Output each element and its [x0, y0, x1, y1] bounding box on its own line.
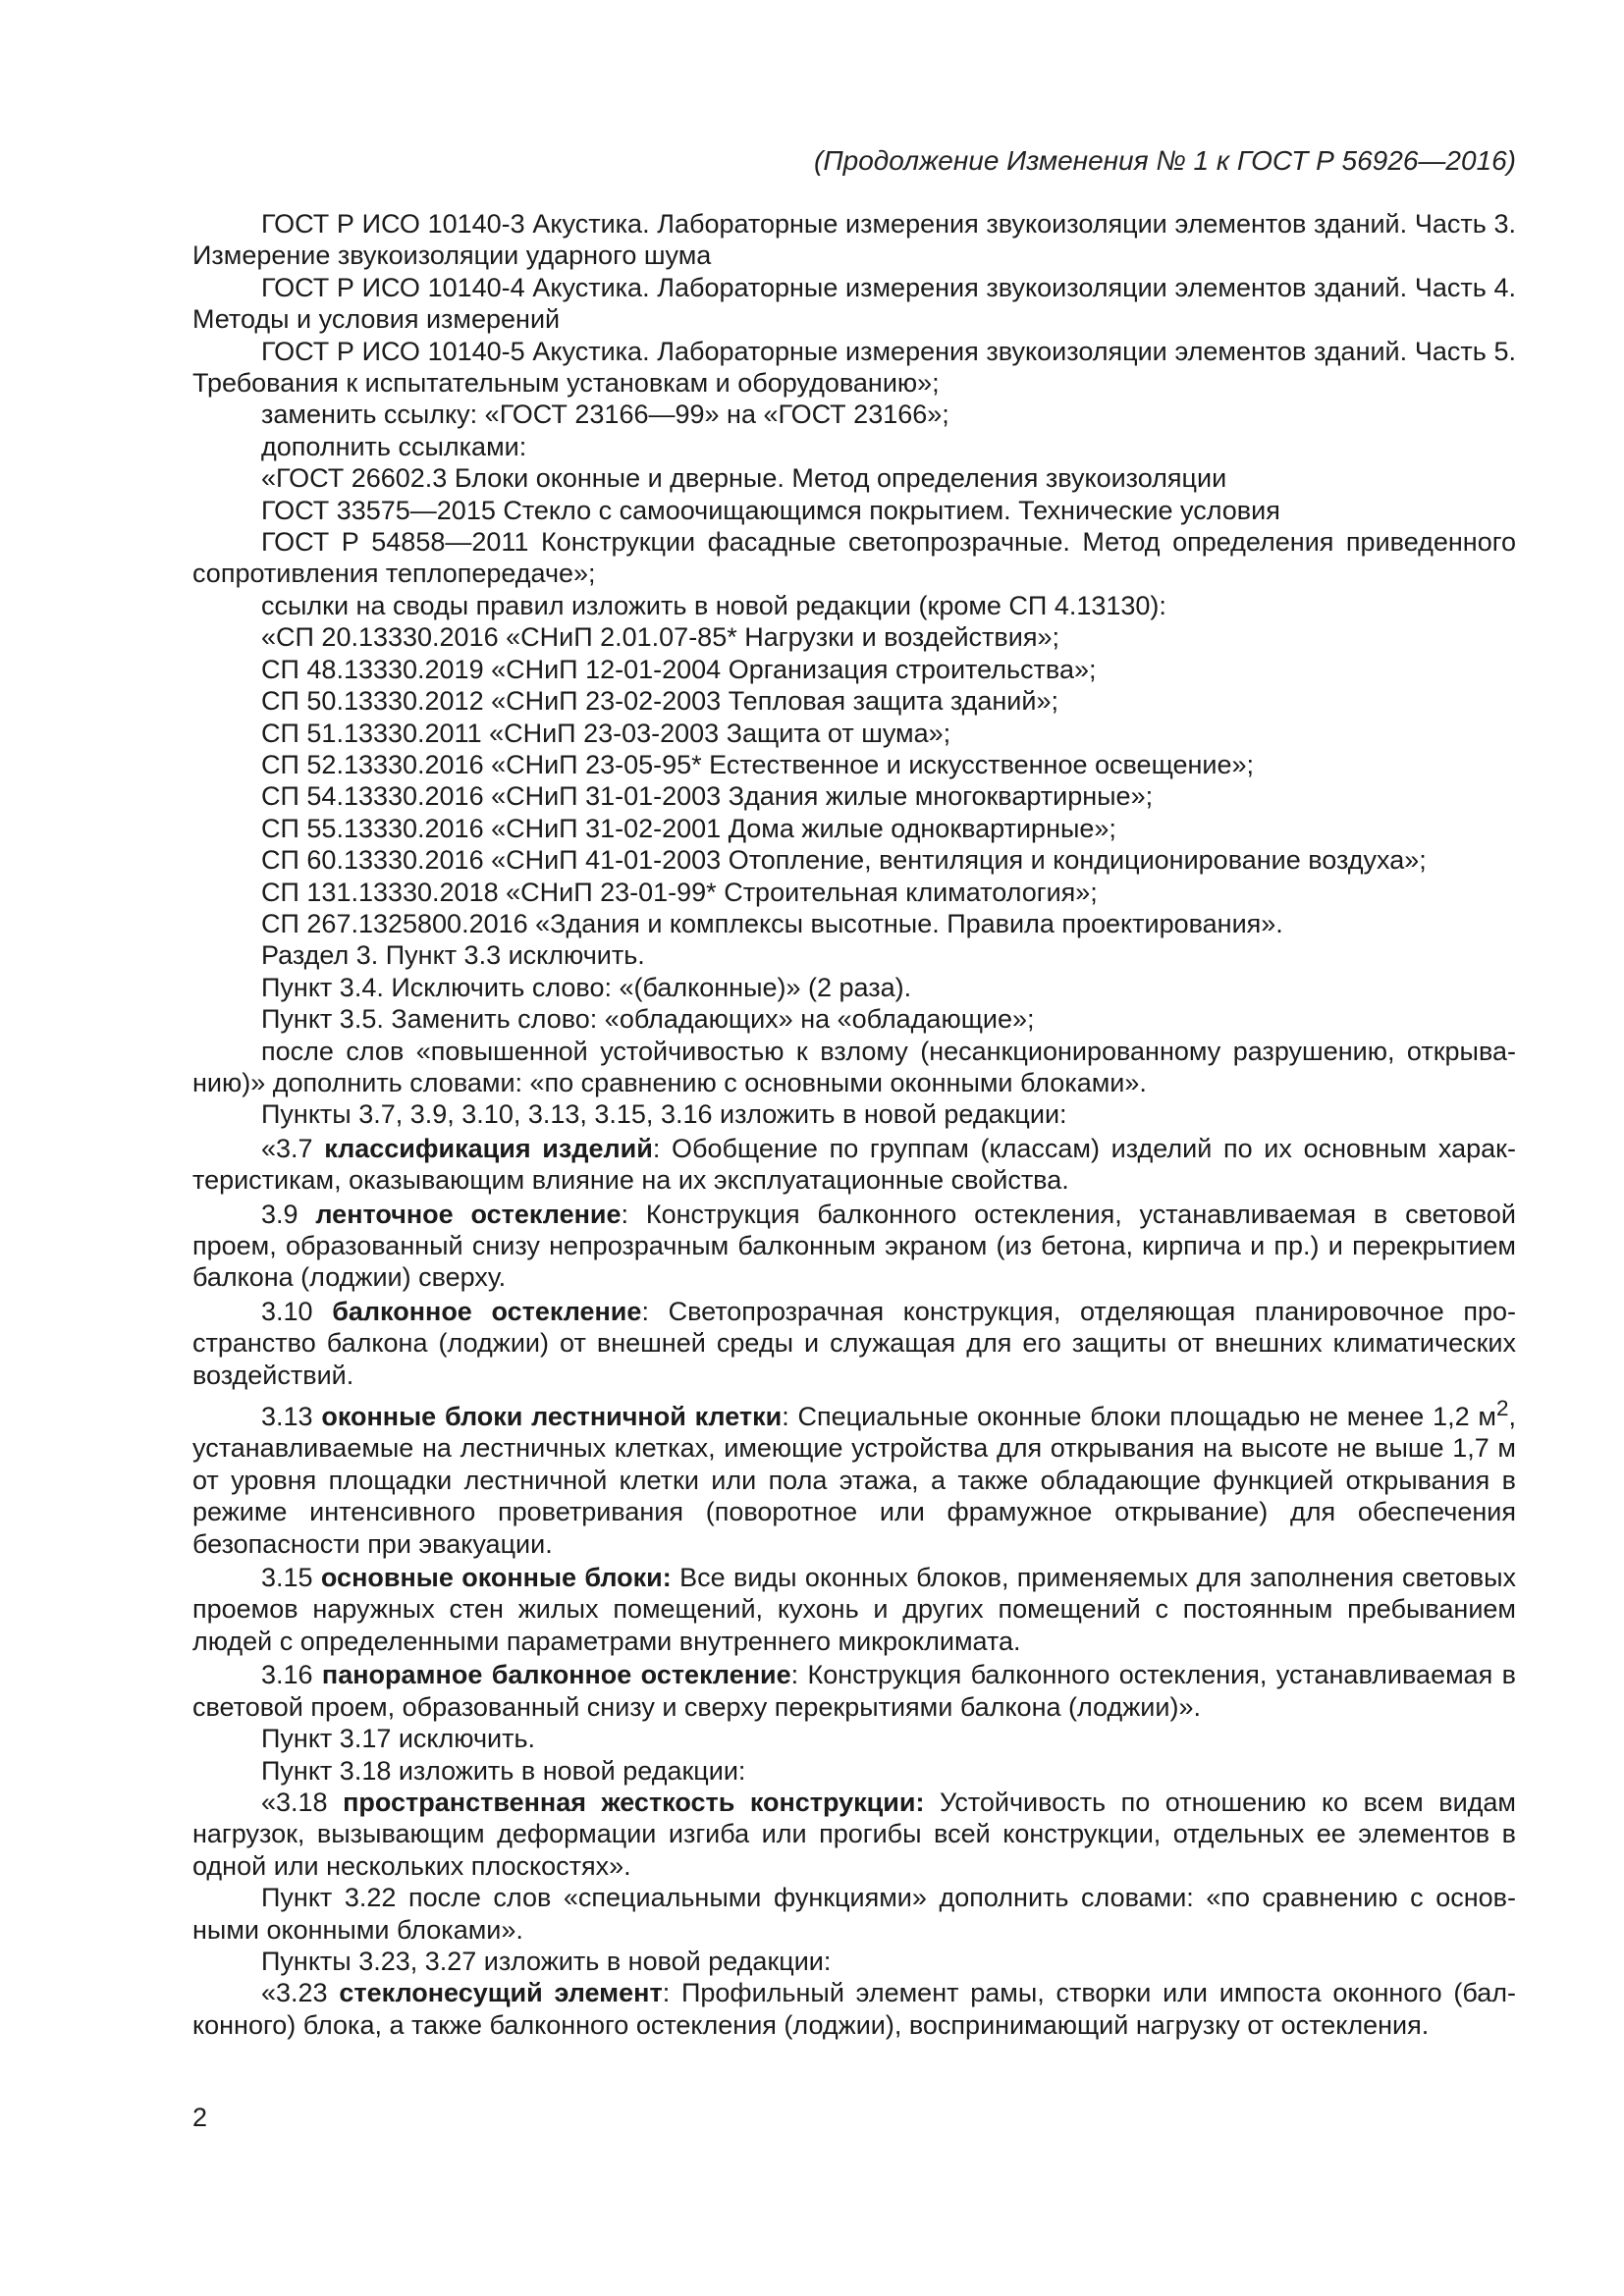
definition-text: Все виды оконных блоков, применяемых для заполнения световых проемов наружных стен жилых помещений, кухонь и других помещений с постоянным пребыванием людей с определенными параметрами внутреннего микроклимата. [192, 1563, 1516, 1656]
definition-number: «3.18 [261, 1787, 328, 1817]
definition-text: : Обобщение по группам (классам) изделий по их основным характеристикам, оказывающим влияние на их эксплуатационные свойства. [192, 1133, 1516, 1196]
definition-number: 3.9 [261, 1199, 298, 1229]
definition-text: : Конструкция балконного остекления, устанавливаемая в световой проем, образованный снизу и сверху перекрытиями балкона (лоджии)». [192, 1660, 1516, 1722]
definition-text: , устанавливаемые на лестничных клетках, имеющие устройства для открывания на высоте не выше 1,7 м от уровня площадки лестничной клетки или пола этажа, а также обладающие функцией открывания в режиме интенсивного проветривания (поворотное или фрамужное открывание) для обеспечения безопасности при эвакуации. [192, 1402, 1516, 1559]
paragraph: Пункт 3.18 изложить в новой редакции: [261, 1755, 746, 1786]
definition-text: : Светопрозрачная конструкция, отделяющая планировочное пространство балкона (лоджии) от внешней среды и служащая для его защиты от внешних климатических воздействий. [192, 1296, 1517, 1390]
defined-term: классификация изделий [324, 1133, 653, 1163]
definition-number: «3.23 [261, 1978, 328, 2008]
paragraph: Пункты 3.7, 3.9, 3.10, 3.13, 3.15, 3.16 изложить в новой редакции: [261, 1099, 1067, 1130]
definition-text: Устойчивость по отношению ко всем видам нагрузок, вызывающим деформации изгиба или прогибы всей конструкции, отдельных ее элементов в одной или нескольких плоскостях». [192, 1787, 1516, 1881]
reference-item: СП 52.13330.2016 «СНиП 23-05-95* Естественное и искусственное освещение»; [261, 749, 1255, 779]
paragraph: ГОСТ 33575—2015 Стекло с самоочищающимся покрытием. Технические условия [261, 495, 1280, 525]
page-number: 2 [192, 2103, 208, 2132]
defined-term: основные оконные блоки: [320, 1563, 672, 1593]
definition-number: 3.13 [261, 1402, 313, 1432]
body-text [192, 208, 1516, 2041]
reference-item: СП 131.13330.2018 «СНиП 23-01-99* Строительная климатология»; [261, 877, 1098, 907]
definition-3-7 [192, 1133, 1516, 1197]
paragraph: Пункт 3.22 после слов «специальными функциями» дополнить словами: «по сравнению с основными оконными блоками». [192, 1883, 1516, 1945]
definition-number: «3.7 [261, 1133, 313, 1163]
reference-item: СП 55.13330.2016 «СНиП 31-02-2001 Дома жилые одноквартирные»; [261, 813, 1116, 843]
paragraph: ГОСТ Р ИСО 10140-4 Акустика. Лабораторные измерения звукоизоляции элементов зданий. Часть 4. Методы и условия измерений [192, 272, 1516, 335]
paragraph: «ГОСТ 26602.3 Блоки оконные и дверные. Метод определения звукоизоляции [261, 463, 1227, 494]
defined-term: оконные блоки лестничной клетки [321, 1402, 783, 1432]
definition-text: : Специальные оконные блоки площадью не менее 1,2 м [782, 1402, 1496, 1432]
reference-item: СП 48.13330.2019 «СНиП 12-01-2004 Организация строительства»; [261, 654, 1097, 684]
definition-text: : Конструкция балконного остекления, устанавливаемая в световой проем, образованный снизу непрозрачным балконным экраном (из бетона, кирпича и пр.) и перекрытием балкона (лоджии) сверху. [192, 1199, 1516, 1293]
paragraph: Раздел 3. Пункт 3.3 исключить. [261, 940, 645, 971]
defined-term: пространственная жесткость конструкции: [343, 1787, 925, 1817]
paragraph: заменить ссылку: «ГОСТ 23166—99» на «ГОСТ 23166»; [261, 400, 949, 430]
paragraph: ссылки на своды правил изложить в новой редакции (кроме СП 4.13130): [261, 590, 1166, 620]
paragraph: Пункт 3.17 исключить. [261, 1724, 536, 1754]
paragraph: ГОСТ Р ИСО 10140-5 Акустика. Лабораторные измерения звукоизоляции элементов зданий. Часть 5. Требования к испытательным установкам и оборудованию»; [192, 336, 1516, 399]
defined-term: панорамное балконное остекление [321, 1660, 791, 1690]
reference-item: СП 51.13330.2011 «СНиП 23-03-2003 Защита от шума»; [261, 718, 951, 748]
running-header: (Продолжение Изменения № 1 к ГОСТ Р 56926—2016) [814, 145, 1516, 176]
reference-item: «СП 20.13330.2016 «СНиП 2.01.07-85* Нагрузки и воздействия»; [261, 622, 1059, 653]
defined-term: стеклонесущий элемент [339, 1978, 663, 2008]
definition-3-23 [192, 1977, 1516, 2041]
paragraph: дополнить ссылками: [261, 431, 527, 461]
definition-number: 3.10 [261, 1296, 313, 1326]
definition-text: : Профильный элемент рамы, створки или импоста оконного (балконного) блока, а также балконного остекления (лоджии), воспринимающий нагрузку от остекления. [192, 1978, 1516, 2040]
paragraph: ГОСТ Р 54858—2011 Конструкции фасадные светопрозрачные. Метод определения приведенного сопротивления теплопередаче»; [192, 527, 1516, 589]
definition-3-18 [192, 1787, 1516, 1882]
reference-item: СП 60.13330.2016 «СНиП 41-01-2003 Отопление, вентиляция и кондиционирование воздуха»; [261, 845, 1427, 876]
definition-3-10 [192, 1296, 1516, 1391]
paragraph: Пункты 3.23, 3.27 изложить в новой редакции: [261, 1946, 832, 1976]
reference-item: СП 50.13330.2012 «СНиП 23-02-2003 Тепловая защита зданий»; [261, 686, 1058, 717]
paragraph: Пункт 3.4. Исключить слово: «(балконные)» (2 раза). [261, 972, 912, 1002]
defined-term: ленточное остекление [315, 1199, 622, 1229]
reference-item: СП 267.1325800.2016 «Здания и комплексы высотные. Правила проектирования». [261, 908, 1283, 938]
definition-3-16 [192, 1659, 1516, 1723]
reference-item: СП 54.13330.2016 «СНиП 31-01-2003 Здания жилые многоквартирные»; [261, 781, 1154, 812]
paragraph: Пункт 3.5. Заменить слово: «обладающих» на «обладающие»; [261, 1004, 1035, 1035]
definition-3-13 [192, 1393, 1516, 1560]
paragraph: ГОСТ Р ИСО 10140-3 Акустика. Лабораторные измерения звукоизоляции элементов зданий. Часть 3. Измерение звукоизоляции ударного шума [192, 209, 1516, 271]
definition-number: 3.16 [261, 1660, 313, 1690]
definition-3-9 [192, 1199, 1516, 1294]
superscript: 2 [1495, 1396, 1509, 1421]
definition-3-15 [192, 1562, 1516, 1657]
paragraph: после слов «повышенной устойчивостью к взлому (несанкционированному разрушению, открыванию)» дополнить словами: «по сравнению с основными оконными блоками». [192, 1036, 1516, 1097]
defined-term: балконное остекление [332, 1296, 642, 1326]
definition-number: 3.15 [261, 1563, 313, 1593]
